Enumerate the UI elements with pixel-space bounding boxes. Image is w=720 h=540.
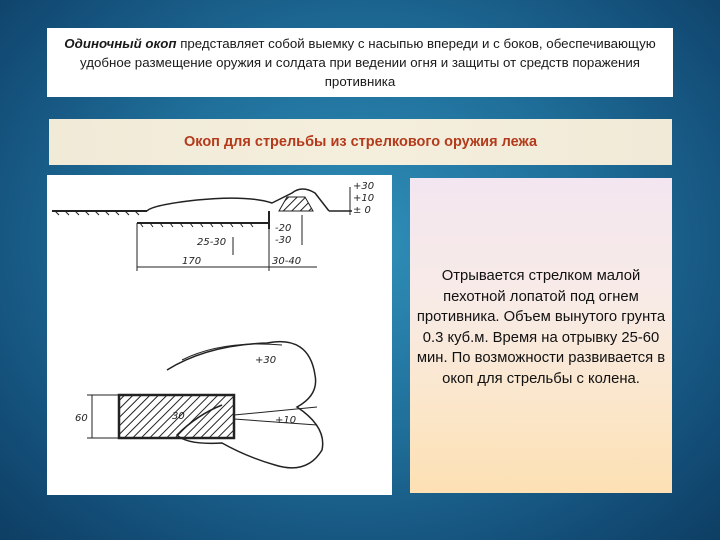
description-text: Отрывается стрелком малой пехотной лопатой под огнем противника. Объем вынутого грунта 0.3 куб.м. Время на отрывку 25-60 мин. По возможности развивается в окоп для стрельбы с колена. bbox=[416, 268, 666, 387]
profile-label: 170 bbox=[182, 256, 202, 267]
profile-label: -20 bbox=[275, 223, 292, 234]
description-box bbox=[410, 178, 672, 493]
profile-label: 25-30 bbox=[197, 237, 227, 248]
section-title-bar bbox=[49, 119, 672, 165]
trench-profile bbox=[52, 181, 374, 271]
profile-label: +30 bbox=[353, 181, 375, 192]
plan-label: +10 bbox=[275, 415, 297, 426]
section-title: Окоп для стрельбы из стрелкового оружия лежа bbox=[183, 134, 538, 150]
plan-label: 60 bbox=[75, 413, 88, 424]
plan-label: 30 bbox=[172, 411, 185, 422]
profile-label: -30 bbox=[275, 235, 292, 246]
definition-box bbox=[47, 28, 673, 97]
definition-term: Одиночный окоп bbox=[64, 36, 177, 51]
definition-text: представляет собой выемку с насыпью впереди и с боков, обеспечивающую удобное размещение оружия и солдата при ведении огня и защиты от средств поражения противника bbox=[80, 36, 656, 89]
profile-label: +10 bbox=[353, 193, 375, 204]
profile-label: ± 0 bbox=[353, 205, 371, 216]
plan-label: +30 bbox=[255, 355, 277, 366]
profile-label: 30-40 bbox=[272, 256, 302, 267]
trench-diagram bbox=[47, 175, 392, 495]
trench-plan bbox=[75, 342, 323, 468]
